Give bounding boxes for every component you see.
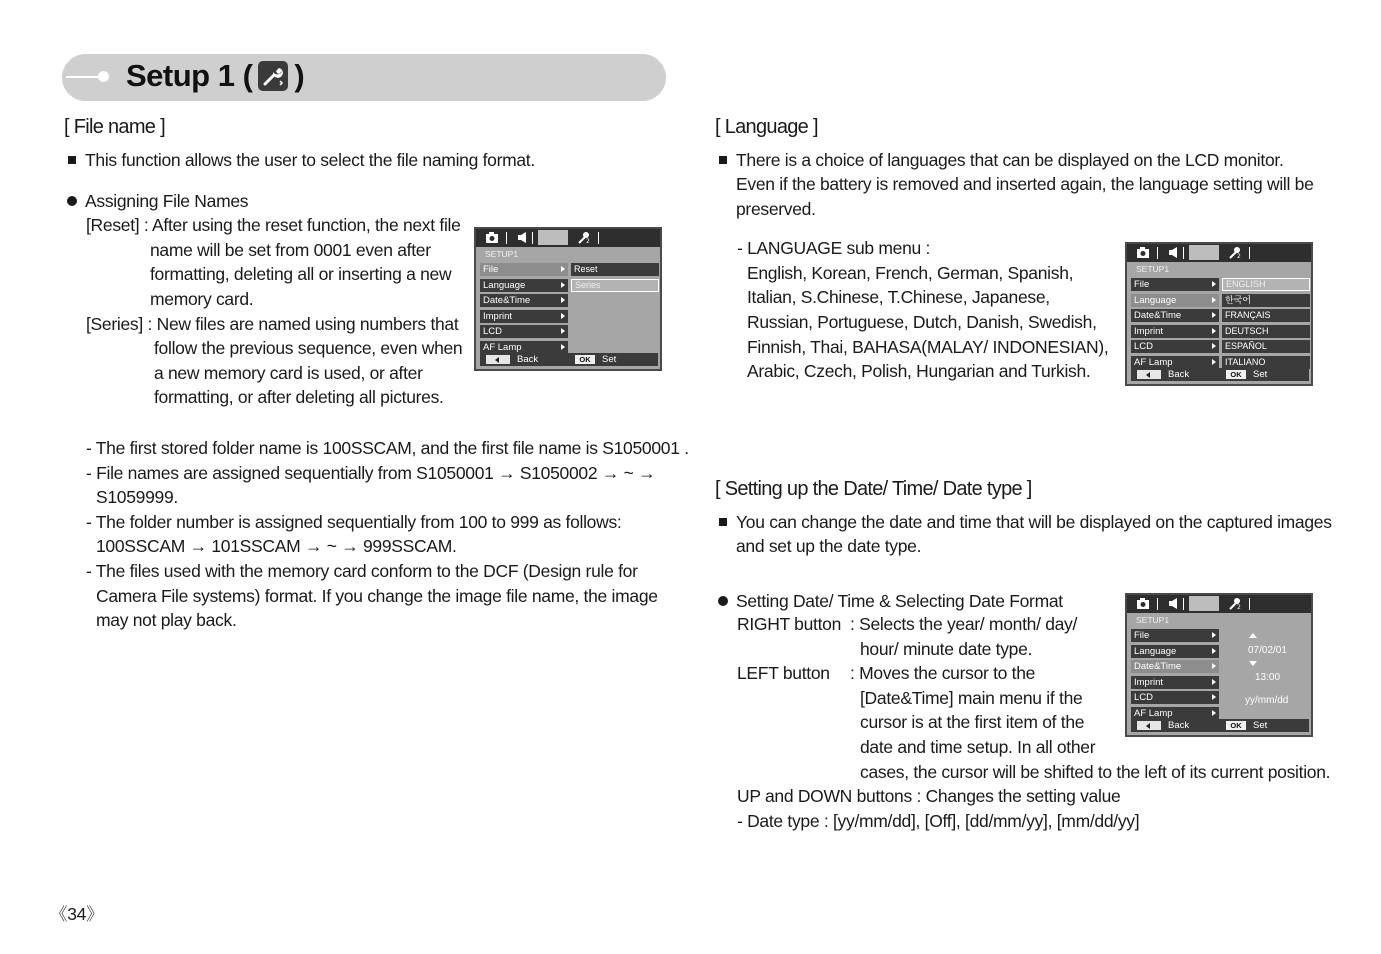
- ok-icon: OK: [1226, 721, 1246, 730]
- note-4: - The files used with the memory card conform to the DCF (Design rule for: [86, 561, 638, 581]
- lcd-menu-file: [1131, 629, 1219, 642]
- arrow-right-icon: [561, 297, 565, 303]
- language-line-3: preserved.: [736, 199, 816, 219]
- setup2-icon: [1228, 597, 1242, 610]
- lcd-menu-label: Date&Time: [1134, 661, 1182, 672]
- arrow-right-icon: [1212, 328, 1216, 334]
- lcd-setup-title: SETUP1: [1136, 615, 1170, 625]
- note-1: - The first stored folder name is 100SSCAM, and the first file name is S1050001 .: [86, 438, 689, 458]
- lcd-menu-datetime: [480, 294, 568, 307]
- header-line: [66, 76, 102, 78]
- lcd-menu-label: LCD: [483, 326, 503, 337]
- lcd-datetime-menu: [1125, 593, 1313, 737]
- page-title: [126, 58, 304, 94]
- lang-sub-line-5: Arabic, Czech, Polish, Hungarian and Turkish.: [747, 361, 1091, 381]
- square-bullet-icon: [719, 156, 727, 164]
- note-3: - The folder number is assigned sequentially from 100 to 999 as follows:: [86, 512, 622, 532]
- svg-text:2: 2: [1237, 253, 1241, 259]
- right-button-line-2: hour/ minute date type.: [860, 639, 1033, 659]
- lcd-menu-label: AF Lamp: [483, 342, 522, 353]
- lcd-sub-reset: Reset: [571, 263, 659, 276]
- page-number: 《34》: [50, 904, 104, 924]
- lcd-tab-bar: [476, 229, 660, 247]
- arrow-right-icon: [1212, 663, 1216, 669]
- lcd-lang-italian: ITALIANO: [1222, 356, 1310, 369]
- lcd-menu-datetime: [1131, 660, 1219, 673]
- arrow-right-icon: [1212, 632, 1216, 638]
- lcd-menu-lcd: [1131, 691, 1219, 704]
- lcd-menu-label: File: [1134, 630, 1150, 641]
- lcd-menu-imprint: [1131, 325, 1219, 338]
- lcd-menu-label: Imprint: [1134, 677, 1164, 688]
- square-bullet-icon: [68, 156, 76, 164]
- arrow-right-icon: [561, 344, 565, 350]
- page-title-suffix: ): [294, 58, 305, 93]
- arrow-right-icon: [561, 313, 565, 319]
- lcd-bottom-bar: [1131, 368, 1309, 381]
- back-icon: [1137, 721, 1161, 730]
- reset-line-3: formatting, deleting all or inserting a new: [150, 264, 452, 284]
- arrow-right-icon: [1212, 694, 1216, 700]
- series-line-3: a new memory card is used, or after: [154, 363, 423, 383]
- lcd-tab-bar: [1127, 244, 1311, 262]
- lcd-lang-french: FRANÇAIS: [1222, 309, 1310, 322]
- lcd-lang-spanish: ESPAÑOL: [1222, 340, 1310, 353]
- updown-line: UP and DOWN buttons : Changes the setting value: [737, 786, 1121, 806]
- setup1-icon: [538, 230, 568, 245]
- lang-sub-line-1: English, Korean, French, German, Spanish,: [747, 263, 1074, 283]
- setup2-icon: [577, 231, 591, 244]
- lcd-menu-label: Date&Time: [1134, 310, 1182, 321]
- setup1-icon: [1189, 245, 1219, 260]
- setting-title: [718, 589, 1063, 614]
- datetime-line-1-text: You can change the date and time that will be displayed on the captured images: [736, 512, 1332, 532]
- lang-sub-line-2: Italian, S.Chinese, T.Chinese, Japanese,: [747, 287, 1050, 307]
- lcd-language-menu: [1125, 242, 1313, 386]
- lcd-setup-title: SETUP1: [1136, 264, 1170, 274]
- arrow-up-icon: [1249, 633, 1257, 638]
- lcd-menu-label: Language: [483, 280, 526, 291]
- camera-icon: [485, 231, 499, 244]
- note-4c: may not play back.: [96, 610, 237, 630]
- assign-title-text: Assigning File Names: [85, 191, 249, 211]
- file-name-intro: [68, 148, 535, 173]
- lcd-menu-label: AF Lamp: [1134, 708, 1173, 719]
- lcd-date-type-value: yy/mm/dd: [1245, 695, 1289, 706]
- lcd-menu-imprint: [480, 310, 568, 323]
- series-line-2: follow the previous sequence, even when: [154, 338, 463, 358]
- arrow-right-icon: [1212, 710, 1216, 716]
- speaker-icon: [516, 231, 530, 244]
- lcd-menu-lcd: [480, 325, 568, 338]
- reset-line-2: name will be set from 0001 even after: [150, 240, 431, 260]
- reset-line-4: memory card.: [150, 289, 254, 309]
- date-type-line: - Date type : [yy/mm/dd], [Off], [dd/mm/yy], [mm/dd/yy]: [737, 811, 1140, 831]
- lcd-menu-label: File: [1134, 279, 1150, 290]
- lang-sub-title: - LANGUAGE sub menu :: [737, 238, 931, 258]
- ok-icon: OK: [575, 355, 595, 364]
- back-icon: [1137, 370, 1161, 379]
- lcd-menu-imprint: [1131, 676, 1219, 689]
- lcd-menu-label: Language: [1134, 295, 1177, 306]
- lcd-menu-label: AF Lamp: [1134, 357, 1173, 368]
- lcd-setup-title: SETUP1: [485, 249, 519, 259]
- svg-text:2: 2: [586, 238, 590, 244]
- setup1-icon: [1189, 596, 1219, 611]
- lcd-lang-german: DEUTSCH: [1222, 325, 1310, 338]
- arrow-right-icon: [1212, 679, 1216, 685]
- square-bullet-icon: [719, 518, 727, 526]
- camera-icon: [1136, 597, 1150, 610]
- left-button-line-1: : Moves the cursor to the: [850, 663, 1036, 683]
- lcd-menu-label: File: [483, 264, 499, 275]
- file-name-heading: [ File name ]: [64, 116, 165, 138]
- lcd-file-menu: [474, 227, 662, 371]
- header-dot: [98, 71, 109, 82]
- arrow-right-icon: [1212, 297, 1216, 303]
- note-4b: Camera File systems) format. If you change the image file name, the image: [96, 586, 658, 606]
- arrow-right-icon: [561, 266, 565, 272]
- arrow-right-icon: [1212, 359, 1216, 365]
- setting-title-text: Setting Date/ Time & Selecting Date Format: [736, 591, 1063, 611]
- lcd-set-label: Set: [602, 354, 617, 365]
- lcd-back-label: Back: [1168, 720, 1190, 731]
- arrow-right-icon: [1212, 648, 1216, 654]
- lcd-bottom-bar: [480, 353, 658, 366]
- svg-text:2: 2: [1237, 604, 1241, 610]
- lcd-menu-file: [480, 263, 568, 276]
- lcd-menu-label: Imprint: [483, 311, 513, 322]
- wrench-icon: [258, 61, 288, 91]
- setup2-icon: [1228, 246, 1242, 259]
- note-2b: S1059999.: [96, 487, 178, 507]
- lcd-lang-korean: 한국어: [1222, 294, 1310, 307]
- language-line-1: [719, 148, 1284, 173]
- lang-sub-line-3: Russian, Portuguese, Dutch, Danish, Swedish,: [747, 312, 1097, 332]
- arrow-right-icon: [1212, 312, 1216, 318]
- arrow-right-icon: [1212, 343, 1216, 349]
- speaker-icon: [1167, 246, 1181, 259]
- lcd-back-label: Back: [517, 354, 539, 365]
- series-line-4: formatting, or after deleting all pictures.: [154, 387, 444, 407]
- datetime-line-2: and set up the date type.: [736, 536, 922, 556]
- lcd-bottom-bar: [1131, 719, 1309, 732]
- datetime-heading: [ Setting up the Date/ Time/ Date type ]: [715, 478, 1032, 500]
- note-3b: 100SSCAM → 101SSCAM → ~ → 999SSCAM.: [96, 536, 457, 556]
- right-button-label: RIGHT button: [737, 614, 842, 634]
- lcd-set-label: Set: [1253, 369, 1268, 380]
- speaker-icon: [1167, 597, 1181, 610]
- ok-icon: OK: [1226, 370, 1246, 379]
- series-line-1: [Series] : New files are named using numbers that: [86, 314, 459, 334]
- left-button-line-5: cases, the cursor will be shifted to the left of its current position.: [860, 762, 1331, 782]
- lcd-sub-series: Series: [571, 279, 659, 292]
- lang-sub-line-4: Finnish, Thai, BAHASA(MALAY/ INDONESIAN),: [747, 337, 1109, 357]
- lcd-menu-label: Date&Time: [483, 295, 531, 306]
- note-2: - File names are assigned sequentially from S1050001 → S1050002 → ~ →: [86, 463, 656, 483]
- lcd-menu-language: [1131, 294, 1219, 307]
- lcd-tab-bar: [1127, 595, 1311, 613]
- datetime-line-1: [719, 510, 1332, 535]
- lcd-lang-english: ENGLISH: [1222, 278, 1310, 291]
- round-bullet-icon: [67, 196, 77, 206]
- back-icon: [486, 355, 510, 364]
- arrow-right-icon: [561, 282, 565, 288]
- lcd-menu-language: [480, 279, 568, 292]
- lcd-menu-label: LCD: [1134, 692, 1154, 703]
- file-name-intro-text: This function allows the user to select the file naming format.: [85, 150, 535, 170]
- lcd-menu-lcd: [1131, 340, 1219, 353]
- arrow-down-icon: [1249, 661, 1257, 666]
- left-button-line-3: cursor is at the first item of the: [860, 712, 1085, 732]
- lcd-date-value: 07/02/01: [1248, 645, 1287, 656]
- lcd-menu-datetime: [1131, 309, 1219, 322]
- language-line-1-text: There is a choice of languages that can be displayed on the LCD monitor.: [736, 150, 1284, 170]
- camera-icon: [1136, 246, 1150, 259]
- lcd-set-label: Set: [1253, 720, 1268, 731]
- arrow-right-icon: [1212, 281, 1216, 287]
- left-button-line-2: [Date&Time] main menu if the: [860, 688, 1083, 708]
- round-bullet-icon: [718, 596, 728, 606]
- lcd-menu-file: [1131, 278, 1219, 291]
- lcd-back-label: Back: [1168, 369, 1190, 380]
- left-button-line-4: date and time setup. In all other: [860, 737, 1096, 757]
- lcd-menu-label: Language: [1134, 646, 1177, 657]
- arrow-right-icon: [561, 328, 565, 334]
- lcd-menu-label: LCD: [1134, 341, 1154, 352]
- lcd-menu-language: [1131, 645, 1219, 658]
- reset-line-1: [Reset] : After using the reset function, the next file: [86, 215, 461, 235]
- lcd-time-value: 13:00: [1255, 672, 1281, 683]
- page-title-prefix: Setup 1 (: [126, 58, 253, 93]
- assign-title: [67, 189, 248, 214]
- right-button-line-1: : Selects the year/ month/ day/: [850, 614, 1078, 634]
- language-heading: [ Language ]: [715, 116, 818, 138]
- left-button-label: LEFT button: [737, 663, 830, 683]
- language-line-2: Even if the battery is removed and inserted again, the language setting will be: [736, 174, 1314, 194]
- lcd-menu-label: Imprint: [1134, 326, 1164, 337]
